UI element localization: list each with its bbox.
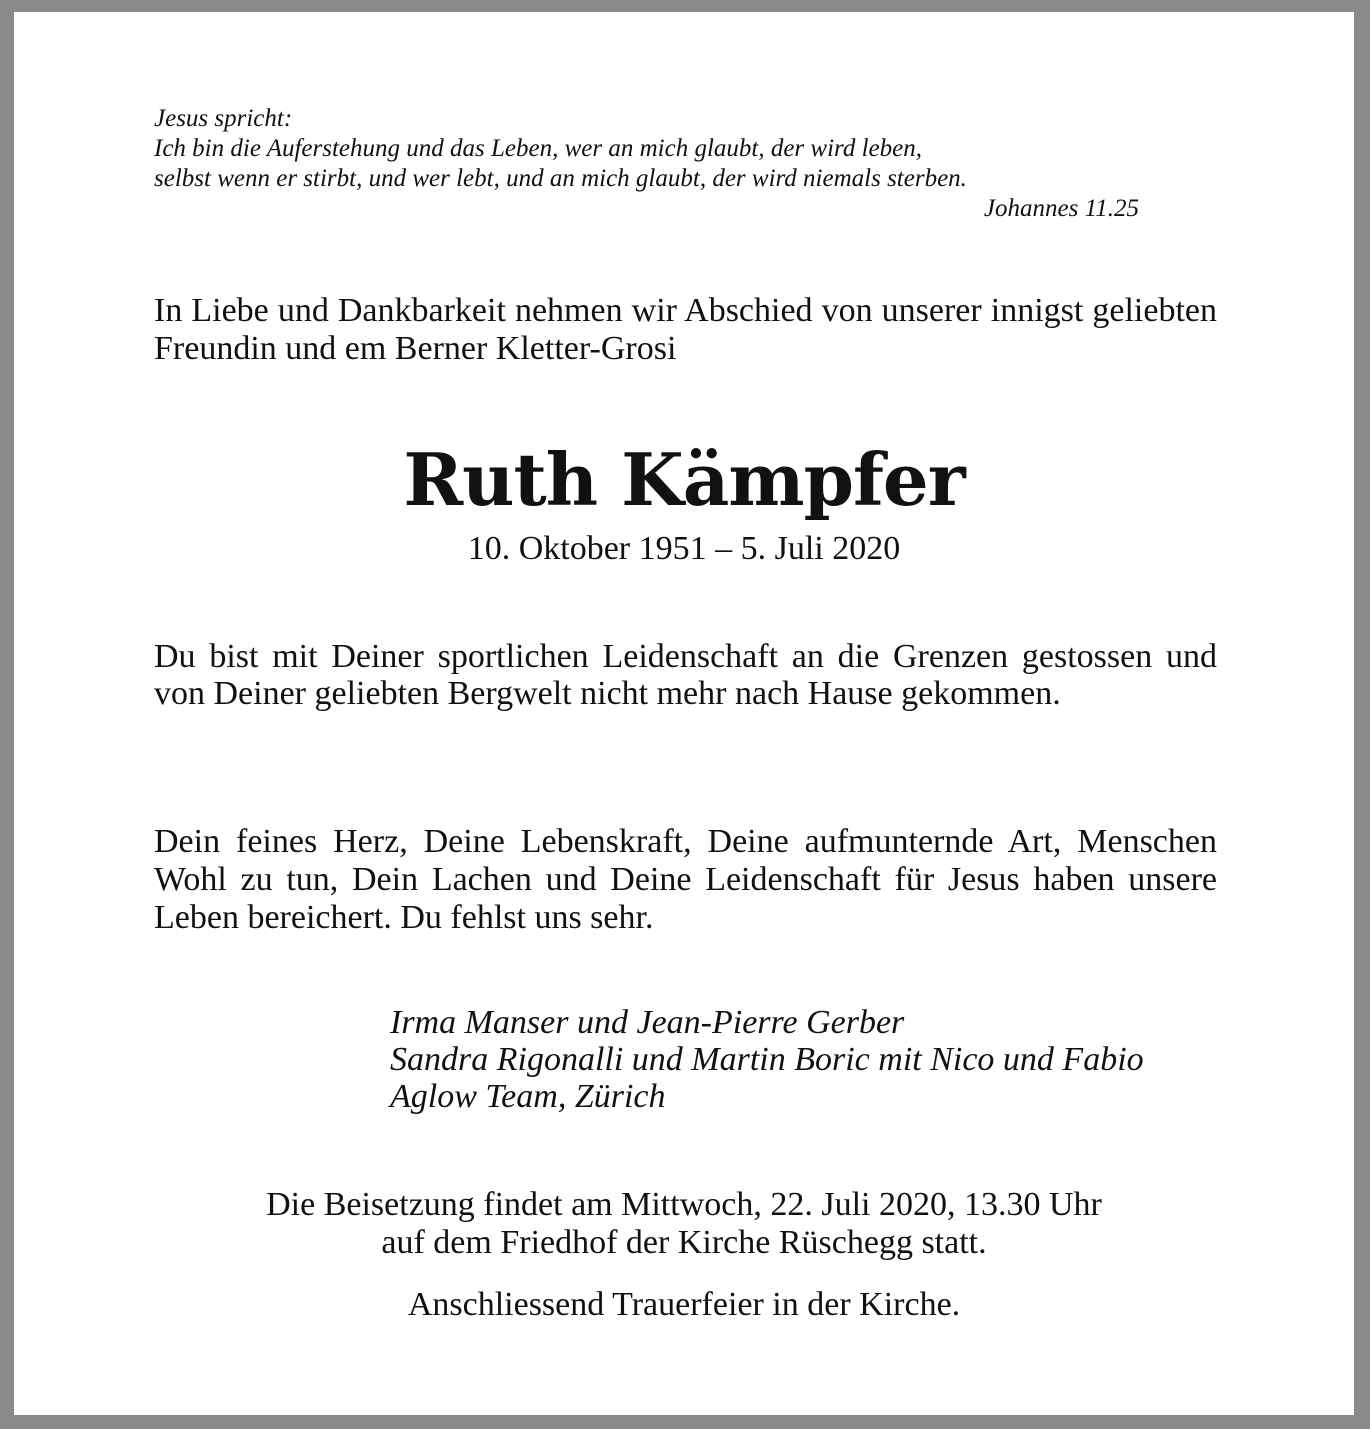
obituary-page: [14, 12, 1354, 1415]
paragraph-2: Dein feines Herz, Deine Lebenskraft, Deine aufmunternde Art, Menschen Wohl zu tun, Dein Lachen und Deine Leidenschaft für Jesus haben unsere Leben bereichert. Du fehlst uns sehr.: [154, 823, 1217, 936]
verse-line-2: selbst wenn er stirbt, und wer lebt, und an mich glaubt, der wird niemals sterben.: [154, 165, 967, 192]
life-dates: 10. Oktober 1951 – 5. Juli 2020: [467, 530, 901, 567]
bible-verse: [154, 104, 1154, 224]
mourner-line: Aglow Team, Zürich: [390, 1078, 666, 1115]
mourner-line: Irma Manser und Jean-Pierre Gerber: [390, 1004, 905, 1041]
mourners-list: [390, 1004, 1270, 1115]
intro-text: In Liebe und Dankbarkeit nehmen wir Abschied von unserer innigst geliebten Freundin und em Berner Kletter-Grosi: [154, 292, 1217, 367]
verse-reference: Johannes 11.25: [983, 195, 1139, 222]
funeral-line-2: auf dem Friedhof der Kirche Rüschegg statt.: [381, 1224, 987, 1261]
mourner-line: Sandra Rigonalli und Martin Boric mit Nico und Fabio: [390, 1041, 1144, 1078]
deceased-name: Ruth Kämpfer: [403, 437, 965, 522]
funeral-line-1: Die Beisetzung findet am Mittwoch, 22. Juli 2020, 13.30 Uhr: [266, 1186, 1102, 1223]
memorial-service-notice: Anschliessend Trauerfeier in der Kirche.: [407, 1286, 961, 1323]
verse-intro: Jesus spricht:: [154, 105, 293, 132]
funeral-notice: [14, 1186, 1354, 1262]
paragraph-1: Du bist mit Deiner sportlichen Leidenschaft an die Grenzen gestossen und von Deiner geliebten Bergwelt nicht mehr nach Hause gekommen.: [154, 638, 1217, 712]
verse-line-1: Ich bin die Auferstehung und das Leben, wer an mich glaubt, der wird leben,: [154, 135, 922, 162]
